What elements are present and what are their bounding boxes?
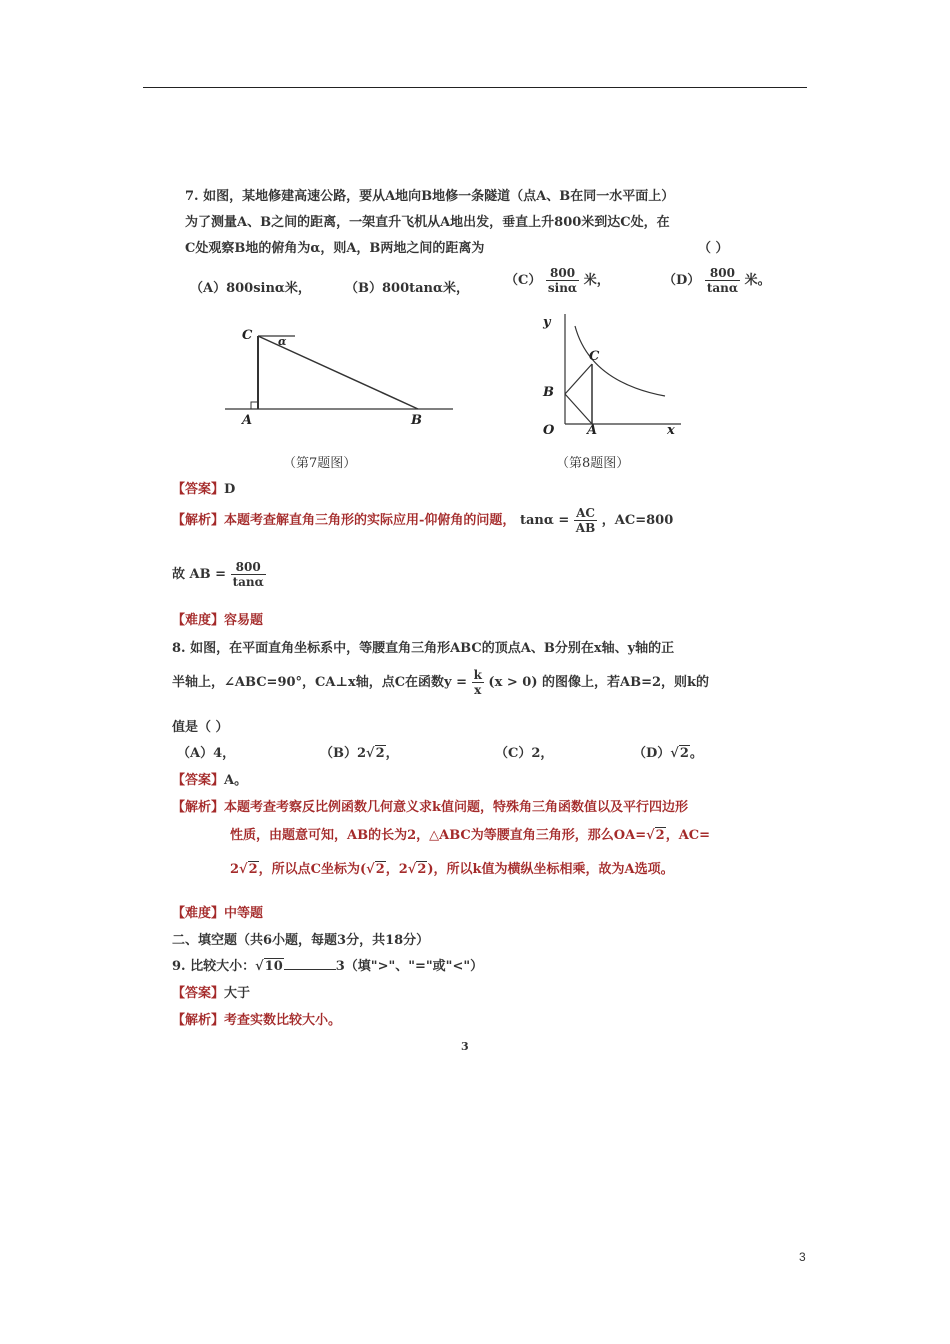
fig8-label-a: A: [587, 423, 598, 438]
q9-answer-value: 大于: [224, 986, 251, 1001]
fig8-label-o: O: [543, 423, 555, 438]
q7-answer-label: 【答案】: [172, 482, 225, 497]
fig7-right-angle-mark: [251, 402, 258, 409]
q7-analysis-formula: tanα =: [519, 513, 570, 528]
q7-answer: [172, 478, 235, 497]
q7-option-d-num: 800: [705, 266, 740, 281]
q8-answer: [172, 769, 247, 788]
q8-analysis-rad4: 2: [417, 862, 427, 877]
q7-difficulty-value: 容易题: [224, 613, 264, 628]
q9-line: 9. 比较大小：√10 3（填">"、"="或"<"）: [172, 959, 484, 974]
q7-result-num: 800: [231, 560, 266, 575]
figure-7: [225, 318, 455, 430]
q7-option-c-unit: 米，: [583, 273, 610, 288]
scanned-page-number: 3: [461, 1040, 469, 1053]
q8-line2-suffix: (x > 0) 的图像上，若AB=2，则k的: [488, 675, 710, 690]
q8-analysis-line2: 性质，由题意可知，AB的长为2，△ABC为等腰直角三角形，那么OA=√2，AC=: [230, 828, 711, 843]
q8-option-b: （B）2√2，: [320, 746, 399, 761]
fig8-label-x: x: [667, 423, 675, 438]
q8-analysis-label: 【解析】: [172, 800, 225, 815]
q8-option-a: （A）4，: [177, 746, 236, 761]
q8-option-d-radicand: 2: [679, 746, 689, 761]
q7-option-c: [505, 266, 610, 295]
q8-analysis-text3a: 2: [230, 862, 240, 877]
q8-line2-prefix: 半轴上，∠ABC=90°，CA⊥x轴，点C在函数y =: [172, 675, 468, 690]
q7-analysis-num: AC: [574, 506, 597, 521]
q9-answer-label: 【答案】: [172, 986, 225, 1001]
q8-function-fraction: [472, 668, 484, 697]
q8-analysis-text3d: )，所以k值为横纵坐标相乘，故为A选项。: [427, 862, 674, 877]
q8-analysis-rad2: 2: [248, 862, 258, 877]
q7-difficulty: [172, 609, 263, 628]
q7-option-c-num: 800: [546, 266, 579, 281]
q7-option-d-den: tanα: [706, 281, 739, 295]
q8-option-b-label: （B）2: [320, 746, 367, 761]
fig8-label-y: y: [543, 315, 551, 330]
q7-analysis-fraction: [574, 506, 597, 535]
q9-suffix: 3（填">"、"="或"<"）: [335, 959, 484, 974]
q8-answer-value: A。: [224, 773, 248, 788]
q8-analysis-text3b: ，所以点C坐标为(: [258, 862, 367, 877]
q9-answer-blank: [284, 969, 336, 970]
q9-radicand: 10: [264, 959, 283, 974]
q7-analysis-text: 本题考查解直角三角形的实际应用-仰俯角的问题，: [224, 513, 516, 528]
fig7-label-alpha: α: [278, 335, 287, 348]
q8-option-d-label: （D）: [633, 746, 671, 761]
q8-analysis-line3: 2√2，所以点C坐标为(√2，2√2)，所以k值为横纵坐标相乘，故为A选项。: [230, 862, 674, 877]
q8-difficulty-value: 中等题: [224, 906, 264, 921]
fig7-label-a: A: [242, 413, 253, 428]
fig8-segment-ab: [565, 394, 592, 424]
q8-line3: 值是（ ）: [172, 720, 229, 735]
q7-option-d-label: （D）: [663, 273, 701, 288]
q7-option-d: [663, 266, 771, 295]
figure-8: [535, 312, 685, 440]
q7-line1: 7. 如图，某地修建高速公路，要从A地向B地修一条隧道（点A、B在同一水平面上）: [185, 189, 675, 204]
q8-difficulty-label: 【难度】: [172, 906, 225, 921]
q7-analysis: [172, 506, 673, 535]
q7-option-c-label: （C）: [505, 273, 542, 288]
q7-paren: （ ）: [698, 241, 729, 256]
q8-analysis-text3c: ，2: [385, 862, 408, 877]
q7-option-d-fraction: [705, 266, 740, 295]
q7-result-fraction: [231, 560, 266, 589]
fig7-caption: （第7题图）: [283, 456, 357, 471]
q8-answer-label: 【答案】: [172, 773, 225, 788]
q9-analysis: [172, 1009, 341, 1028]
q7-result-prefix: 故 AB =: [172, 567, 227, 582]
page-number: 3: [799, 1250, 806, 1264]
q7-analysis-den: AB: [575, 521, 596, 535]
q7-answer-value: D: [224, 482, 236, 497]
fig8-segment-bc: [565, 364, 592, 394]
q7-analysis-tail: ，AC=800: [601, 513, 674, 528]
q7-difficulty-label: 【难度】: [172, 613, 225, 628]
q7-option-a: （A）800sinα米，: [190, 281, 311, 296]
q9-prefix: 9. 比较大小：: [172, 959, 256, 974]
q8-option-b-radicand: 2: [375, 746, 385, 761]
q9-analysis-label: 【解析】: [172, 1013, 225, 1028]
q8-difficulty: [172, 902, 263, 921]
q8-analysis-rad3: 2: [375, 862, 385, 877]
q8-option-d-tail: 。: [689, 746, 703, 761]
q7-result: [172, 560, 266, 589]
q7-option-c-fraction: [546, 266, 579, 295]
q8-option-d: （D）√2。: [633, 746, 703, 761]
q8-function-num: k: [473, 668, 482, 682]
q8-analysis-line1: [172, 796, 688, 815]
section-2-title: 二、填空题（共6小题，每题3分，共18分）: [172, 933, 430, 948]
fig8-label-c: C: [589, 349, 600, 364]
q8-line1: 8. 如图，在平面直角坐标系中，等腰直角三角形ABC的顶点A、B分别在x轴、y轴的正: [172, 641, 675, 656]
q7-line2: 为了测量A、B之间的距离，一架直升飞机从A地出发，垂直上升800米到达C处，在: [185, 215, 670, 230]
q8-line2: [172, 668, 709, 697]
q7-line3: C处观察B地的俯角为α，则A，B两地之间的距离为: [185, 241, 485, 256]
fig8-caption: （第8题图）: [556, 456, 630, 471]
q8-analysis-text1: 本题考查考察反比例函数几何意义求k值问题，特殊角三角函数值以及平行四边形: [224, 800, 689, 815]
fig8-label-b: B: [543, 385, 554, 400]
q8-option-b-tail: ，: [385, 746, 399, 761]
q9-analysis-text: 考查实数比较大小。: [224, 1013, 342, 1028]
q8-option-c: （C）2，: [495, 746, 554, 761]
q7-option-b: （B）800tanα米，: [345, 281, 470, 296]
q9-answer: [172, 982, 250, 1001]
fig7-label-c: C: [242, 328, 253, 343]
q7-option-d-unit: 米。: [744, 273, 771, 288]
q7-result-den: tanα: [232, 575, 264, 589]
q8-function-den: x: [474, 683, 482, 697]
fig7-label-b: B: [411, 413, 422, 428]
q7-analysis-label: 【解析】: [172, 513, 225, 528]
q8-analysis-rad1: 2: [655, 828, 665, 843]
header-rule: [143, 87, 807, 88]
q7-option-c-den: sinα: [547, 281, 578, 295]
q8-analysis-text2b: ，AC=: [665, 828, 711, 843]
q8-analysis-text2a: 性质，由题意可知，AB的长为2，△ABC为等腰直角三角形，那么OA=: [230, 828, 647, 843]
